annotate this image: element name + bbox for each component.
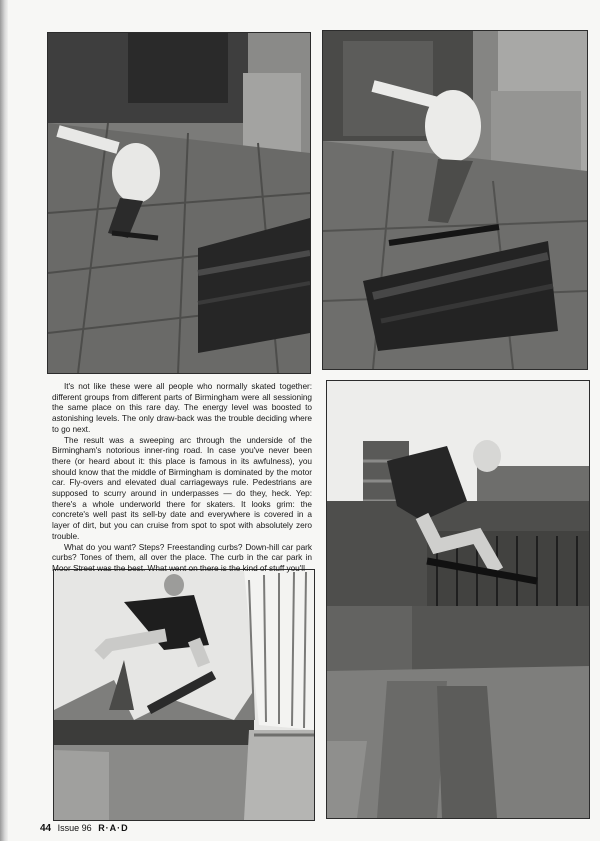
article-paragraph: What do you want? Steps? Freestanding curbs? Down-hill car park curbs? Tones of them, all over the place. The curb in the car park in Moor Street was the best. What went on there is the kind of stuff you'll bbox=[52, 541, 312, 573]
page-footer bbox=[40, 823, 129, 837]
page-number: 44 bbox=[40, 823, 52, 834]
photo-2-image bbox=[323, 31, 587, 369]
photo-1-image bbox=[48, 33, 310, 373]
issue-label: Issue 96 bbox=[57, 823, 92, 833]
photo-skater-carpark-curb-grind bbox=[326, 380, 590, 819]
photo-3-image bbox=[327, 381, 589, 818]
photo-4-image bbox=[54, 570, 314, 820]
page-binding-edge bbox=[0, 0, 8, 841]
article-body bbox=[52, 381, 312, 574]
photo-skater-kickflip-ledge bbox=[53, 569, 315, 821]
magazine-title: R·A·D bbox=[98, 823, 129, 833]
article-paragraph: It's not like these were all people who normally skated together: different groups from different parts of Birmingham were all sessioning the same place on this rare day. The energy level was boosted to astonishing levels. The only draw-back was the trouble deciding where to go next. bbox=[52, 381, 312, 434]
article-paragraph: The result was a sweeping arc through the underside of the Birmingham's notorious inner-ring road. In case you've never been there (or heard about it: this place is famous in its awfulness), you should know that the middle of Birmingham is dominated by the motor car. Fly-overs and elevated dual carriageways rule. Pedestrians are supposed to scurry around in underpasses — do they, heck. Yep: there's a whole underworld there for skaters. It looks grim: the concrete's well past its sell-by date and everywhere is covered in a layer of dirt, but you can cruise from spot to spot with absolutely zero trouble. bbox=[52, 434, 312, 541]
photo-skater-bench-trick-right bbox=[322, 30, 588, 370]
photo-skater-bench-grind-left bbox=[47, 32, 311, 374]
